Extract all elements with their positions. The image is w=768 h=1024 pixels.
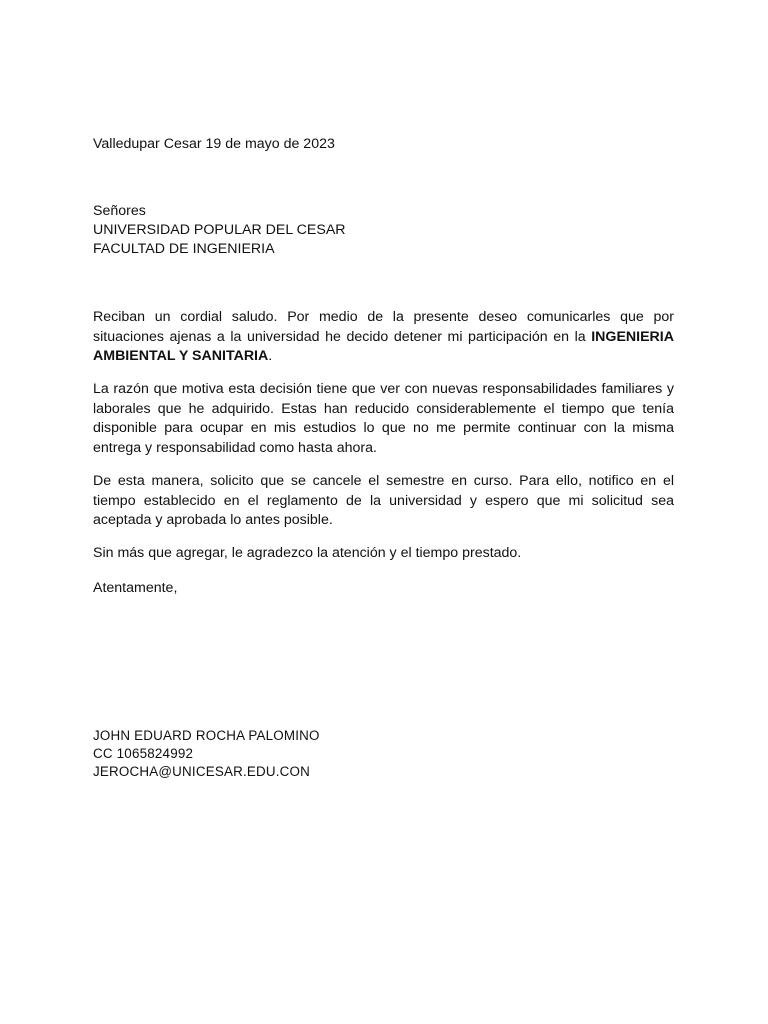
program-name: INGENIERIA AMBIENTAL Y SANITARIA xyxy=(93,328,674,364)
recipient-faculty: FACULTAD DE INGENIERIA xyxy=(93,241,275,257)
paragraph-1-text: Reciban un cordial saludo. Por medio de la presente deseo comunicarles que por situaciones ajenas a la universidad he decido detener mi participación en la xyxy=(93,309,674,345)
recipient-salutation: Señores xyxy=(93,203,146,219)
body-paragraph-3: De esta manera, solicito que se cancele el semestre en curso. Para ello, notifico en el tiempo establecido en el reglamento de la universidad y espero que mi solicitud sea aceptada y aprobada lo antes posible. xyxy=(93,473,674,528)
body-paragraph-1 xyxy=(93,308,674,367)
signature-email: JEROCHA@UNICESAR.EDU.CON xyxy=(93,764,311,779)
paragraph-1-end: . xyxy=(268,348,273,364)
closing: Atentamente, xyxy=(93,580,178,596)
body-paragraph-4: Sin más que agregar, le agradezco la atención y el tiempo prestado. xyxy=(93,545,522,561)
signature-name: JOHN EDUARD ROCHA PALOMINO xyxy=(93,728,320,743)
letter-page xyxy=(93,0,674,1024)
place-date: Valledupar Cesar 19 de mayo de 2023 xyxy=(93,136,335,152)
recipient-institution: UNIVERSIDAD POPULAR DEL CESAR xyxy=(93,222,346,238)
body-paragraph-2: La razón que motiva esta decisión tiene que ver con nuevas responsabilidades familiares y laborales que he adquirido. Estas han reducido considerablemente el tiempo que tenía disponible para ocupar en mis estudios lo que no me permite continuar con la misma entrega y responsabilidad como hasta ahora. xyxy=(93,381,674,456)
signature-id: CC 1065824992 xyxy=(93,746,194,761)
